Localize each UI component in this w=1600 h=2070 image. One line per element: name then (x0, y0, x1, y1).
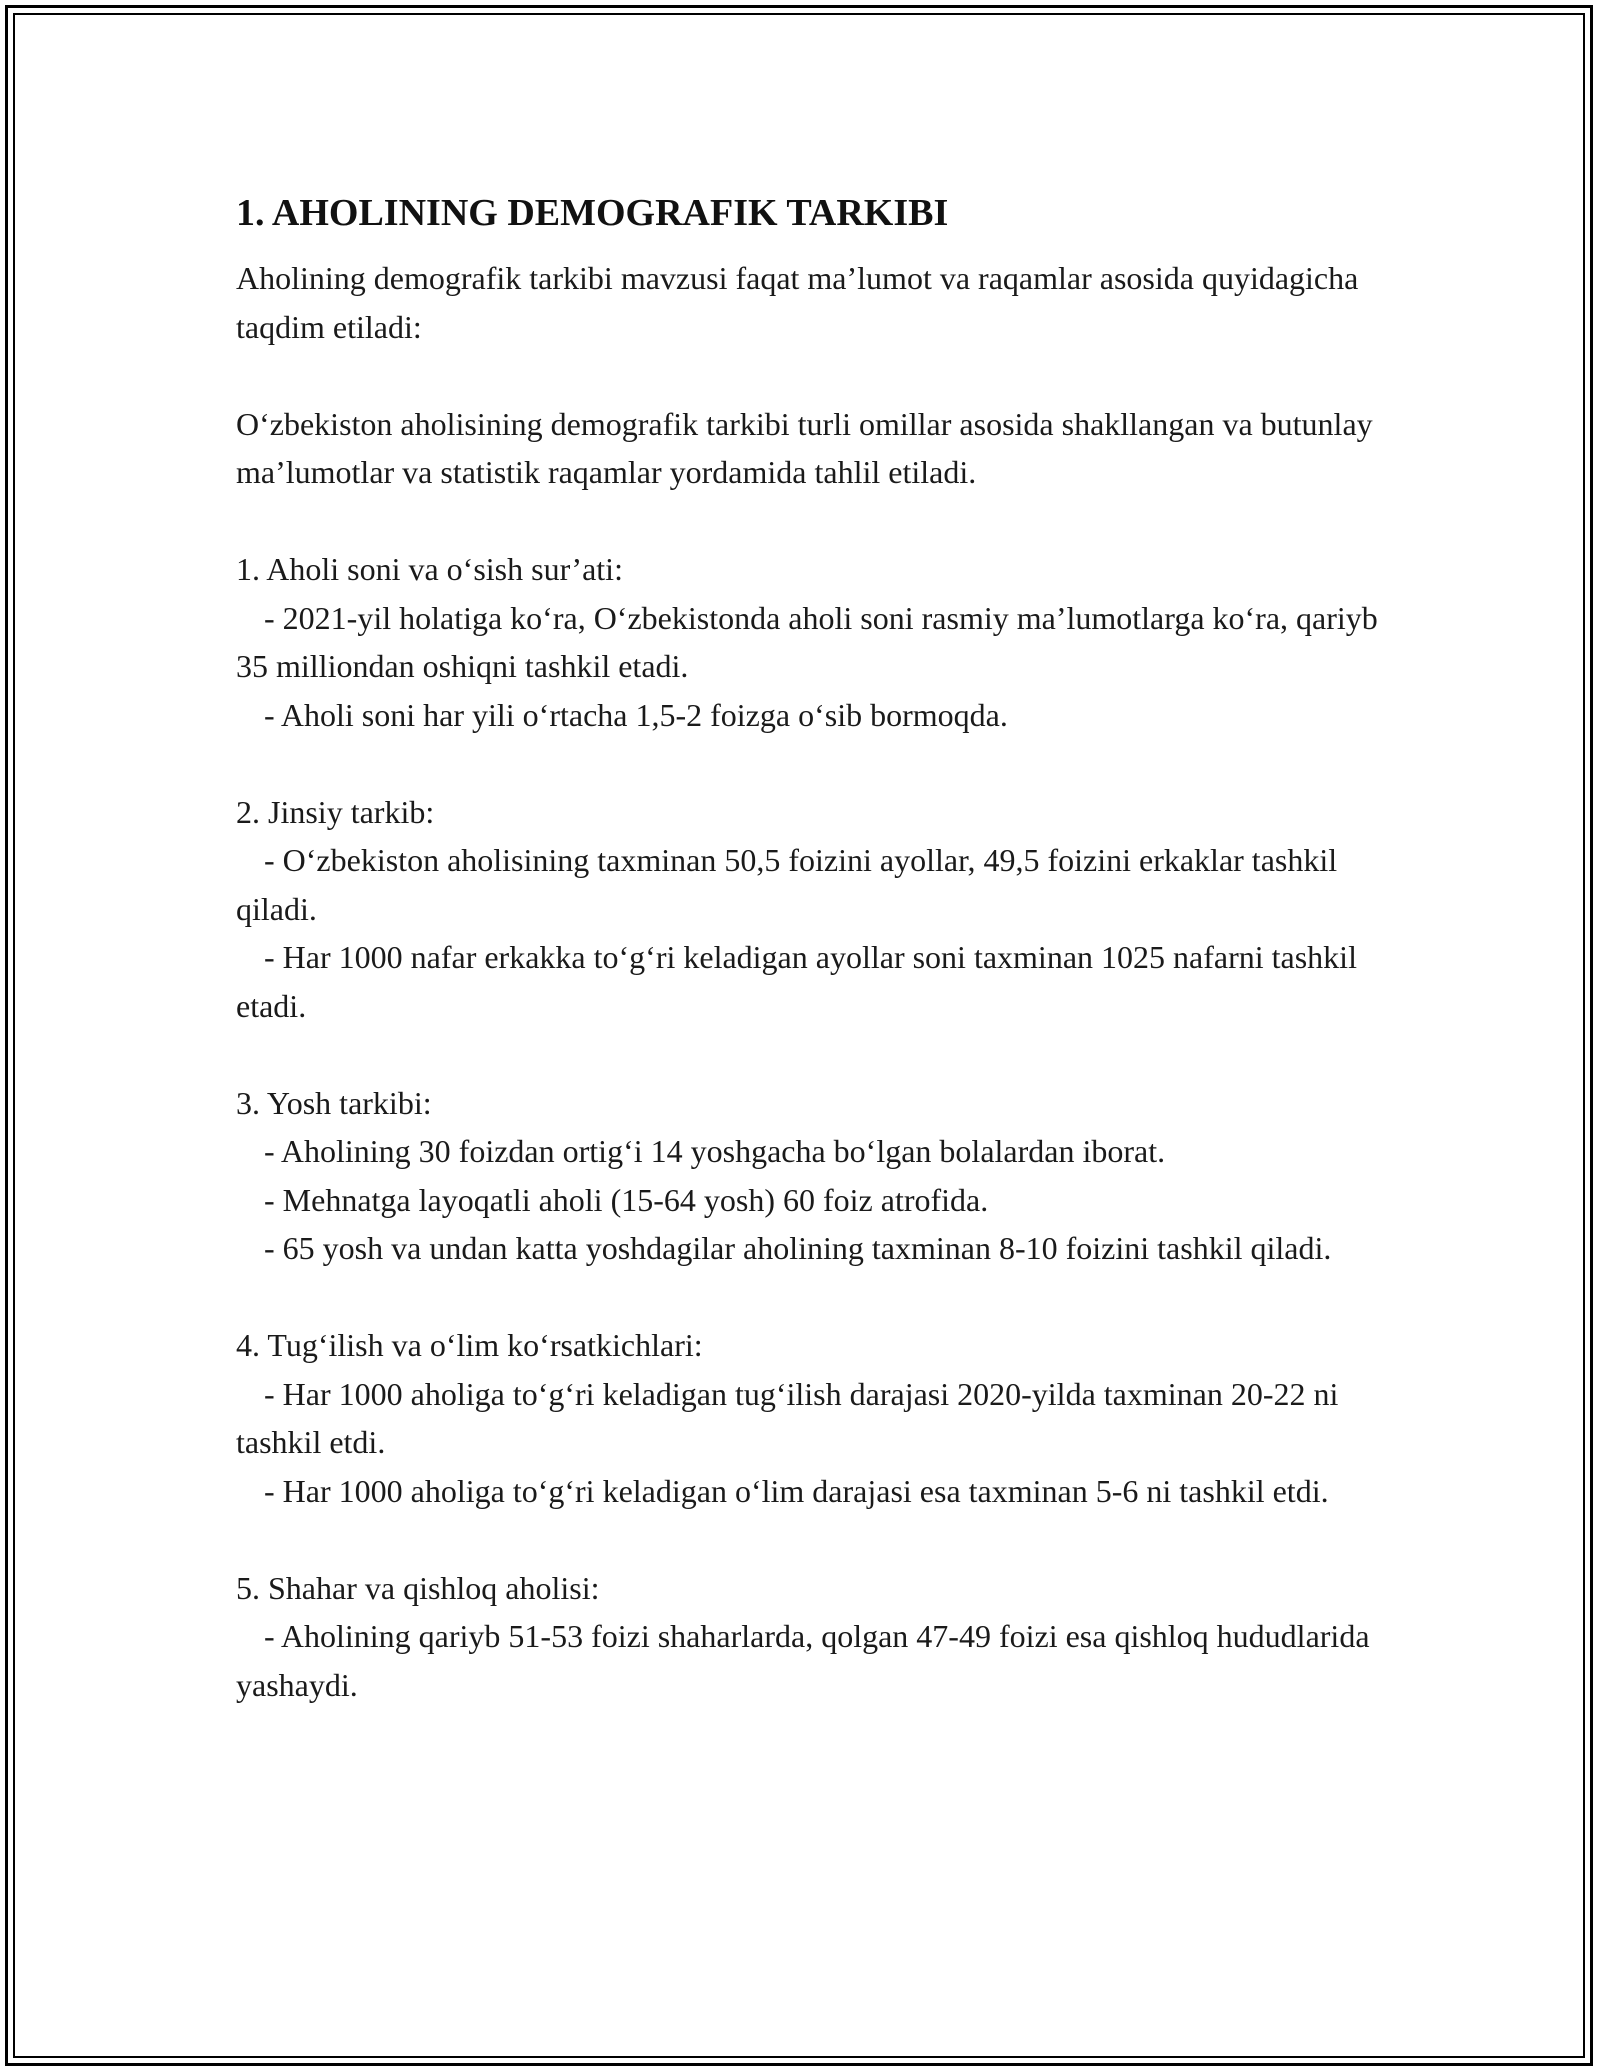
list-item: - Har 1000 aholiga to‘g‘ri keladigan o‘lim darajasi esa taxminan 5-6 ni tashkil etdi. (264, 1472, 1329, 1509)
section-urban-rural (236, 1564, 1396, 1710)
section-heading: 5. Shahar va qishloq aholisi: (236, 1569, 600, 1606)
list-item: - 65 yosh va undan katta yoshdagilar aholining taxminan 8-10 foizini tashkil qiladi. (264, 1230, 1332, 1266)
section-heading: 2. Jinsiy tarkib: (236, 793, 435, 830)
page-title: 1. AHOLINING DEMOGRAFIK TARKIBI (236, 192, 949, 234)
list-item: - 2021-yil holatiga ko‘ra, O‘zbekistonda aholi soni rasmiy ma’lumotlarga ko‘ra, qariyb 35 milliondan oshiqni tashkil etadi. (236, 599, 1378, 684)
section-heading: 1. Aholi soni va o‘sish sur’ati: (236, 551, 623, 587)
section-birth-death (236, 1321, 1396, 1515)
list-item: - Aholining qariyb 51-53 foizi shaharlarda, qolgan 47-49 foizi esa qishloq hududlarida yashaydi. (236, 1618, 1370, 1703)
list-item: - Har 1000 nafar erkakka to‘g‘ri keladigan ayollar soni taxminan 1025 nafarni tashkil etadi. (236, 939, 1357, 1024)
list-item: - O‘zbekiston aholisining taxminan 50,5 foizini ayollar, 49,5 foizini erkaklar tashkil qiladi. (236, 842, 1338, 927)
list-item: - Aholining 30 foizdan ortig‘i 14 yoshgacha bo‘lgan bolalardan iborat. (264, 1133, 1166, 1169)
document-body (236, 188, 1396, 1758)
section-population (236, 545, 1396, 739)
intro-paragraph: Aholining demografik tarkibi mavzusi faqat ma’lumot va raqamlar asosida quyidagicha taqdim etiladi: (236, 260, 1359, 345)
section-heading: 3. Yosh tarkibi: (236, 1084, 432, 1121)
summary-paragraph: O‘zbekiston aholisining demografik tarkibi turli omillar asosida shakllangan va butunlay ma’lumotlar va statistik raqamlar yordamida tahlil etiladi. (236, 405, 1373, 490)
list-item: - Mehnatga layoqatli aholi (15-64 yosh) 60 foiz atrofida. (264, 1181, 989, 1218)
list-item: - Har 1000 aholiga to‘g‘ri keladigan tug‘ilish darajasi 2020-yilda taxminan 20-22 ni tashkil etdi. (236, 1375, 1339, 1460)
section-heading: 4. Tug‘ilish va o‘lim ko‘rsatkichlari: (236, 1327, 703, 1363)
list-item: - Aholi soni har yili o‘rtacha 1,5-2 foizga o‘sib bormoqda. (264, 696, 1008, 733)
section-gender (236, 788, 1396, 1031)
section-age (236, 1079, 1396, 1273)
